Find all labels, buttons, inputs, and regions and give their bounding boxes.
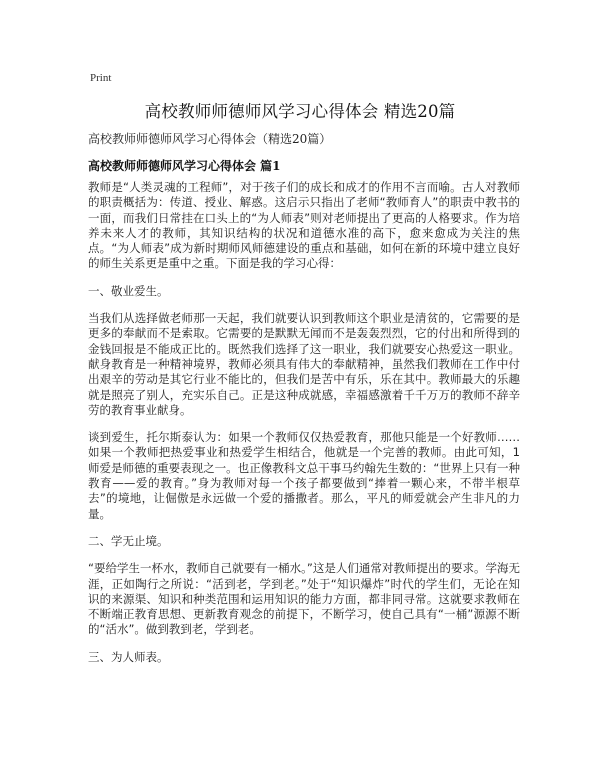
- document-subtitle: 高校教师师德师风学习心得体会（精选20篇）: [88, 132, 332, 146]
- heading-endless-learning: 二、学无止境。: [88, 533, 169, 548]
- heading-dedication: 一、敬业爱生。: [88, 283, 169, 298]
- section-title: 高校教师师德师风学习心得体会 篇1: [88, 159, 281, 173]
- article-body: [88, 180, 520, 677]
- document-title: 高校教师师德师风学习心得体会 精选20篇: [144, 102, 456, 121]
- intro-paragraph: 教师是“人类灵魂的工程师”，对于孩子们的成长和成才的作用不言而喻。古人对教师的职责概括为：传道、授业、解惑。这启示只指出了老师“教师育人”的职责中教书的一面，而我们日常挂在口头上的“为人师表”则对老师提出了更高的人格要求。作为培养未来人才的教师，其知识结构的状况和道德水准的高下，愈来愈成为关注的焦点。“为人师表”成为新时期师风师德建设的重点和基础，如何在新的环境中建立良好的师生关系更是重中之重。下面是我的学习心得：: [88, 180, 520, 271]
- heading-role-model: 三、为人师表。: [88, 649, 169, 664]
- paragraph-endless-learning: “要给学生一杯水，教师自己就要有一桶水。”这是人们通常对教师提出的要求。学海无涯，正如陶行之所说：“活到老，学到老。”处于“知识爆炸”时代的学生们，无论在知识的来源渠、知识和种类范围和运用知识的能力方面，都非同寻常。这就要求教师在不断端正教育思想、更新教育观念的前提下，不断学习，使自己具有“一桶”源源不断的“活水”。做到教到老，学到老。: [88, 561, 520, 637]
- paragraph-dedication: 当我们从选择做老师那一天起，我们就要认识到教师这个职业是清贫的，它需要的是更多的奉献而不是索取。它需要的是默默无闻而不是轰轰烈烈，它的付出和所得到的金钱回报是不能成正比的。既然我们选择了这一职业，我们就要安心热爱这一职业。献身教育是一种精神境界，教师必须具有伟大的奉献精神，虽然我们教师在工作中付出艰辛的劳动是其它行业不能比的，但我们是苦中有乐，乐在其中。教师最大的乐趣就是照亮了别人，充实乐自己。正是这种成就感，幸福感激着千千万万的教师不辞辛劳的教育事业献身。: [88, 311, 520, 417]
- print-label[interactable]: Print: [90, 72, 112, 84]
- paragraph-love-students: 谈到爱生，托尔斯泰认为：如果一个教师仅仅热爱教育，那他只能是一个好教师……如果一个教师把热爱事业和热爱学生相结合，他就是一个完善的教师。由此可知，1师爱是师德的重要表现之一。也正像教科文总干事马约翰先生数的：“世界上只有一种教育——爱的教育。”身为教师对每一个孩子都要做到“捧着一颗心来，不带半根草去”的境地，让倔傲是永远做一个爱的播撒者。那么，平凡的师爱就会产生非凡的力量。: [88, 430, 520, 521]
